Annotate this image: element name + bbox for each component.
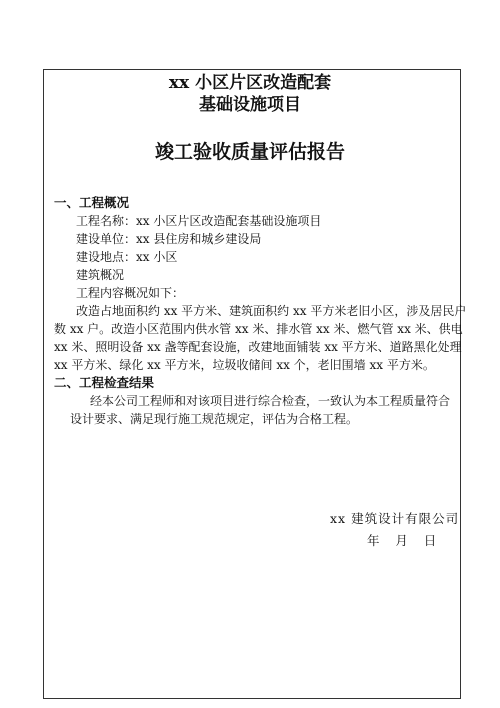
report-subtitle: 竣工验收质量评估报告 <box>154 141 345 163</box>
inspection-line: 设计要求、满足现行施工规范规定，评估为合格工程。 <box>70 412 359 426</box>
signature-date: 年 月 日 <box>367 533 437 548</box>
content-line: xx 平方米、绿化 xx 平方米，垃圾收储间 xx 个，老旧围墙 xx 平方米。 <box>54 358 435 372</box>
content-label: 工程内容概况如下： <box>76 286 185 300</box>
content-line: 改造占地面积约 xx 平方米、建筑面积约 xx 平方米老旧小区，涉及居民户 <box>76 304 467 318</box>
inspection-line: 经本公司工程师和对该项目进行综合检查，一致认为本工程质量符合 <box>90 394 451 408</box>
content-line: 数 xx 户。改造小区范围内供水管 xx 米、排水管 xx 米、燃气管 xx 米、供电 <box>54 322 463 336</box>
project-name: 工程名称：xx 小区片区改造配套基础设施项目 <box>76 214 322 228</box>
building-overview: 建筑概况 <box>76 268 125 282</box>
section-heading-overview: 一、工程概况 <box>54 195 130 210</box>
section-heading-inspection: 二、工程检查结果 <box>54 375 155 390</box>
title-line-1: xx 小区片区改造配套 <box>168 73 332 93</box>
content-line: xx 米、照明设备 xx 盏等配套设施，改建地面铺装 xx 平方米、道路黑化处理 <box>54 340 462 354</box>
title-line-2: 基础设施项目 <box>199 95 301 115</box>
project-location: 建设地点：xx 小区 <box>76 250 178 264</box>
signature-company: xx 建筑设计有限公司 <box>330 511 460 526</box>
builder-unit: 建设单位：xx 县住房和城乡建设局 <box>76 232 262 246</box>
